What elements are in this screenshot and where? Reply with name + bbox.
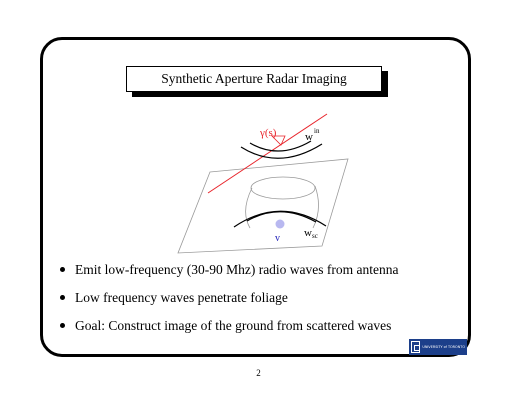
bullet-item xyxy=(60,318,399,346)
v-label: v xyxy=(275,233,280,244)
bullet-text: Goal: Construct image of the ground from scattered waves xyxy=(75,318,392,333)
beam-ellipse xyxy=(251,177,315,199)
slide-title-text: Synthetic Aperture Radar Imaging xyxy=(161,71,347,86)
bullet-item xyxy=(60,290,399,318)
w-in-superscript: in xyxy=(314,127,320,135)
incident-wave-2 xyxy=(250,141,311,151)
ground-plane xyxy=(178,159,348,253)
flight-path-line xyxy=(208,114,327,193)
bullet-item xyxy=(60,262,399,290)
scatterer-point xyxy=(276,220,285,229)
w-sc-subscript: sc xyxy=(312,232,318,240)
w-sc-label: w xyxy=(304,227,312,239)
university-logo xyxy=(409,339,467,355)
page-number: 2 xyxy=(256,368,261,378)
w-in-label: w xyxy=(305,131,313,143)
bullet-dot xyxy=(60,295,65,300)
logo-text: UNIVERSITY of TORONTO xyxy=(422,345,465,349)
bullet-dot xyxy=(60,267,65,272)
gamma-label: γ(s) xyxy=(260,127,277,139)
bullet-dot xyxy=(60,323,65,328)
bullet-list xyxy=(60,262,399,346)
crest-icon xyxy=(411,341,420,353)
bullet-text: Emit low-frequency (30-90 Mhz) radio waves from antenna xyxy=(75,262,399,277)
bullet-text: Low frequency waves penetrate foliage xyxy=(75,290,288,305)
